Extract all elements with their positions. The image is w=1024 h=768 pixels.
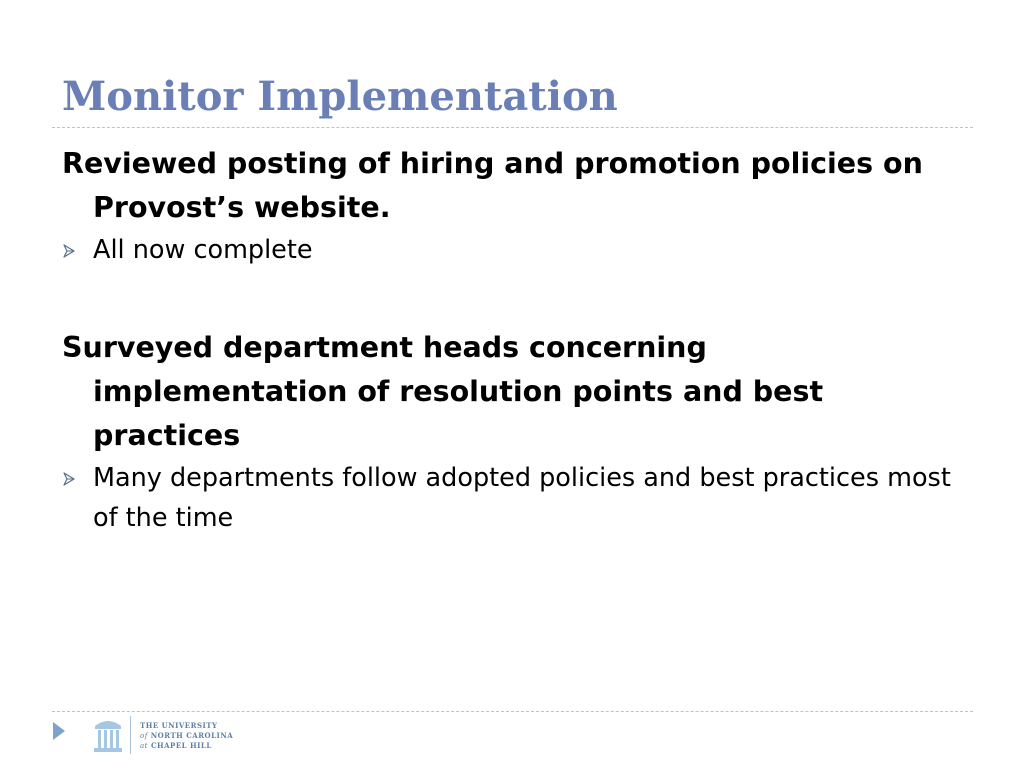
slide-title: Monitor Implementation bbox=[62, 73, 618, 120]
footer-divider bbox=[52, 711, 973, 712]
logo-divider bbox=[130, 716, 131, 754]
logo-line-2: of NORTH CAROLINA bbox=[140, 731, 234, 740]
bullet-heading-2: Surveyed department heads concerning implementation of resolution points and best practices bbox=[62, 331, 824, 452]
logo-text bbox=[140, 721, 233, 751]
old-well-icon bbox=[92, 716, 124, 754]
title-divider bbox=[52, 127, 973, 128]
bullet-heading-1: Reviewed posting of hiring and promotion policies on Provost’s website. bbox=[62, 147, 923, 224]
logo-line-1: THE UNIVERSITY bbox=[140, 721, 218, 730]
sub-bullet-2 bbox=[62, 458, 962, 538]
university-logo bbox=[92, 714, 242, 758]
spacer bbox=[62, 270, 962, 326]
slide-body bbox=[62, 142, 962, 538]
arrow-bullet-icon bbox=[62, 472, 76, 486]
logo-line-3: at CHAPEL HILL bbox=[140, 741, 212, 750]
play-triangle-icon[interactable] bbox=[52, 721, 66, 741]
sub-bullet-text: Many departments follow adopted policies and best practices most of the time bbox=[93, 463, 951, 533]
sub-bullet-text: All now complete bbox=[93, 235, 313, 265]
sub-bullet-1 bbox=[62, 230, 962, 270]
arrow-bullet-icon bbox=[62, 244, 76, 258]
